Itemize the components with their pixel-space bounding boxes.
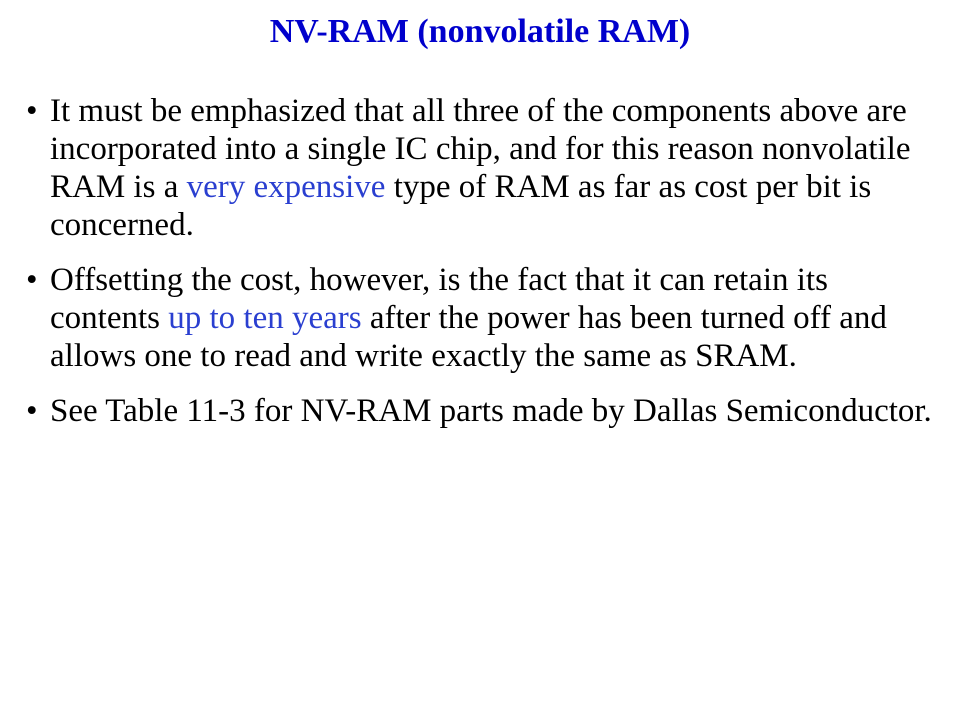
bullet-item-table-ref <box>26 392 945 430</box>
bullet-text-end: type of RAM as far as cost per bit is concerned. <box>50 169 872 243</box>
bullet-dot-icon: • <box>26 393 38 429</box>
bullet-text-start: Offsetting the cost, however, is the fact that it can retain its contents <box>50 262 828 336</box>
bullet-item-cost <box>26 92 945 244</box>
bullet-text-start: It must be emphasized that all three of the components above are incorporated into a single IC chip, and for this reason nonvolatile RAM is a <box>50 93 911 205</box>
bullet-dot-icon: • <box>26 93 38 129</box>
bullet-text-end: after the power has been turned off and allows one to read and write exactly the same as SRAM. <box>50 300 887 374</box>
bullet-text: See Table 11-3 for NV-RAM parts made by Dallas Semiconductor. <box>50 393 932 429</box>
bullet-list <box>26 92 945 447</box>
highlight-very-expensive: very expensive <box>186 169 386 205</box>
slide-title: NV-RAM (nonvolatile RAM) <box>269 13 691 50</box>
highlight-ten-years: up to ten years <box>168 300 362 336</box>
bullet-item-retention <box>26 261 945 375</box>
bullet-dot-icon: • <box>26 262 38 298</box>
